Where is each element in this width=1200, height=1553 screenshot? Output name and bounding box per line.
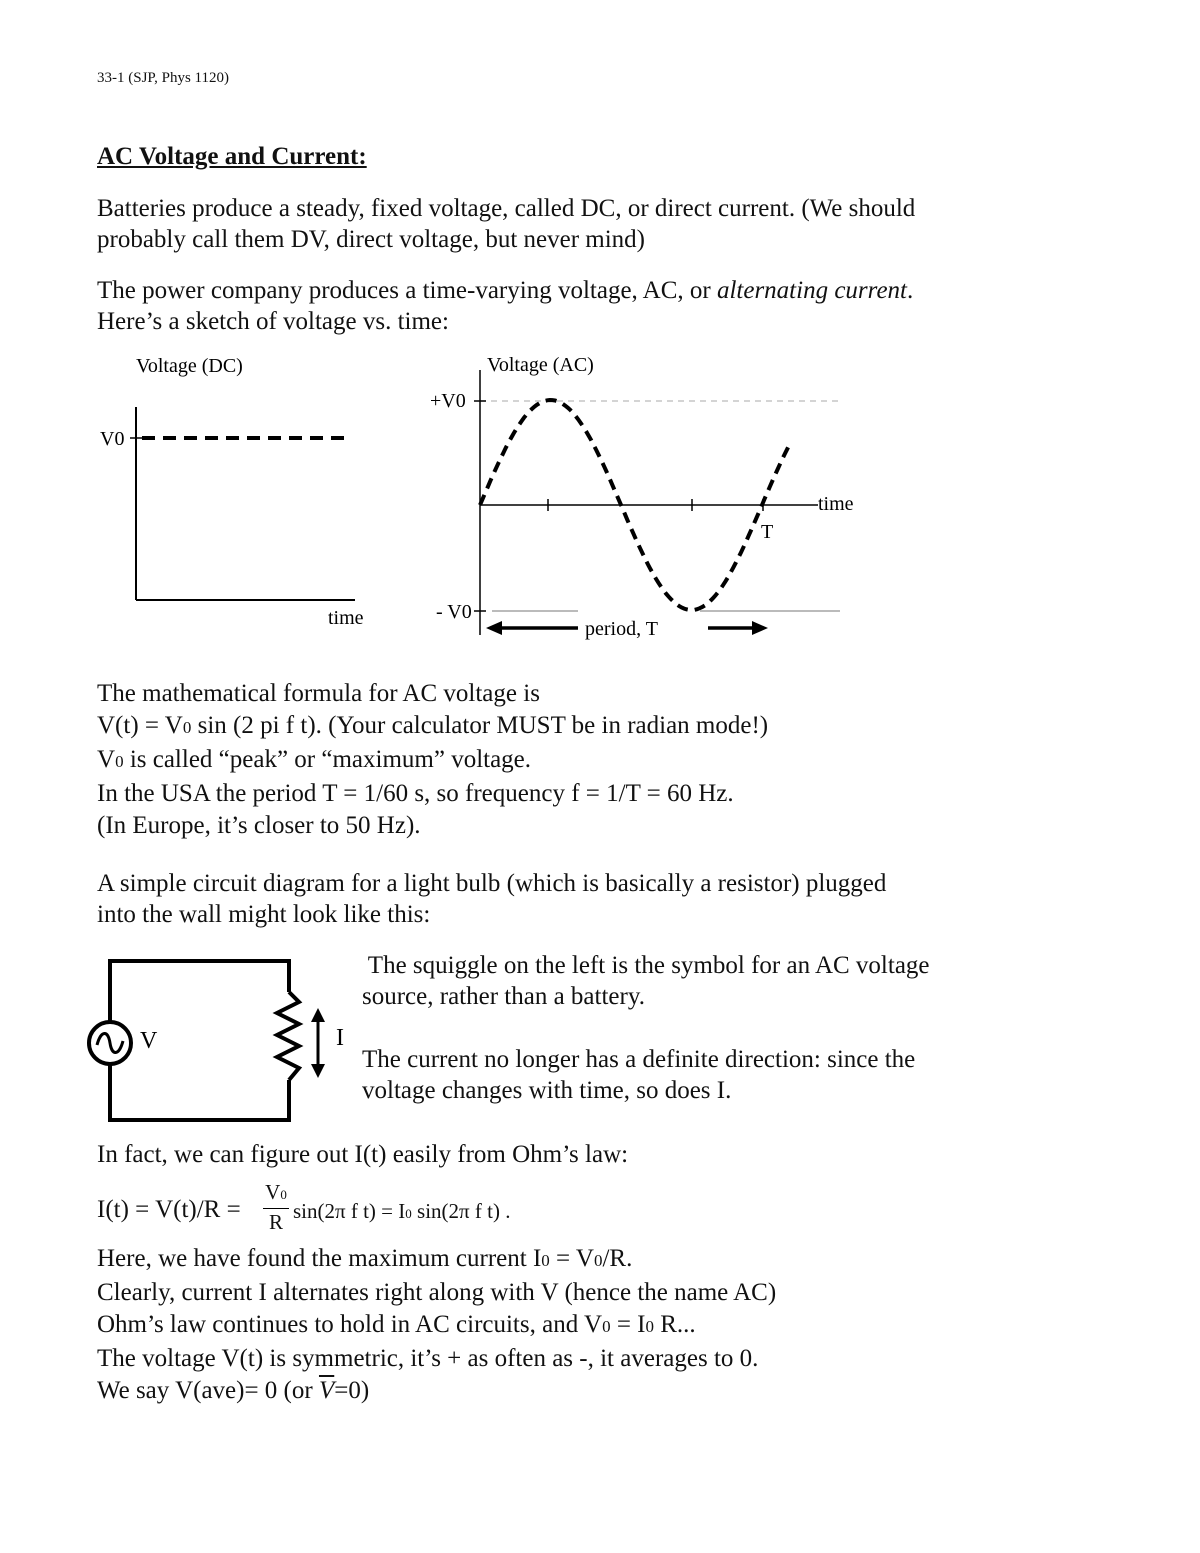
resistor-icon <box>277 992 299 1080</box>
subscript: 0 <box>593 1251 603 1270</box>
eq-right-text: sin(2π f t) . <box>411 1199 511 1223</box>
subscript: 0 <box>405 1206 412 1221</box>
dc-y-axis-label: Voltage (DC) <box>136 355 243 377</box>
closing-text: = I <box>610 1311 646 1338</box>
period-arrow-right-head <box>752 621 768 635</box>
subscript: 0 <box>645 1317 654 1336</box>
dc-x-axis-label: time <box>328 607 364 629</box>
formula-text: sin (2 pi f t). (Your calculator MUST be in radian mode!) <box>191 712 769 739</box>
ac-plus-v0-label: +V0 <box>430 390 466 412</box>
ac-minus-v0-label: - V0 <box>436 601 472 623</box>
dc-voltage-graph <box>90 345 390 645</box>
page-title: AC Voltage and Current: <box>97 143 367 170</box>
intro-paragraph <box>97 193 915 255</box>
circuit-intro-line-1: A simple circuit diagram for a light bulb (which is basically a resistor) plugged <box>97 870 887 897</box>
subscript: 0 <box>280 1187 287 1202</box>
power-period: . <box>907 277 914 304</box>
closing-text: = V <box>549 1245 594 1272</box>
fraction-bar <box>263 1208 289 1209</box>
intro-line-1: Batteries produce a steady, fixed voltage, called DC, or direct current. (We should <box>97 195 916 222</box>
ac-t-label: T <box>761 521 774 543</box>
circuit-text-p2-line-2: voltage changes with time, so does I. <box>362 1077 732 1104</box>
power-line-2: Here’s a sketch of voltage vs. time: <box>97 308 449 335</box>
circuit-diagram <box>80 950 360 1135</box>
circuit-intro <box>97 868 886 930</box>
closing-line-3 <box>97 1309 776 1343</box>
closing-text: /R. <box>602 1245 633 1272</box>
frac-denominator: R <box>268 1210 283 1234</box>
subscript: 0 <box>182 718 192 737</box>
formula-line-4: In the USA the period T = 1/60 s, so frequency f = 1/T = 60 Hz. <box>97 780 734 807</box>
alternating-current-emphasis: alternating current <box>716 277 907 304</box>
closing-block <box>97 1243 776 1407</box>
ac-y-axis-label: Voltage (AC) <box>487 354 594 376</box>
power-line-1 <box>97 275 913 306</box>
formula-text: is called “peak” or “maximum” voltage. <box>123 746 532 773</box>
dc-v0-label: V0 <box>100 428 125 450</box>
subscript: 0 <box>115 752 124 771</box>
frac-num-text: V <box>265 1180 281 1204</box>
circuit-text-p1-line-1: The squiggle on the left is the symbol for an AC voltage <box>362 952 930 979</box>
circuit-text-p1-line-2: source, rather than a battery. <box>362 983 645 1010</box>
formula-line-2 <box>97 710 768 744</box>
power-text: The power company produces a time-varying voltage, AC, or <box>97 277 717 304</box>
ac-time-label: time <box>818 493 854 515</box>
closing-line-4: The voltage V(t) is symmetric, it’s + as often as -, it averages to 0. <box>97 1345 759 1372</box>
current-arrow-up-head <box>311 1008 325 1022</box>
eq-mid <box>293 1199 510 1224</box>
closing-line-2: Clearly, current I alternates right along with V (hence the name AC) <box>97 1279 777 1306</box>
page-header: 33-1 (SJP, Phys 1120) <box>97 70 229 86</box>
eq-left: I(t) = V(t)/R = <box>97 1196 241 1223</box>
closing-text: We say V(ave)= 0 (or <box>97 1377 319 1404</box>
ac-voltage-graph <box>420 345 880 655</box>
circuit-text-p2-line-1: The current no longer has a definite direction: since the <box>362 1046 916 1073</box>
circuit-wire-top <box>110 961 289 1021</box>
subscript: 0 <box>602 1317 611 1336</box>
formula-line-1: The mathematical formula for AC voltage is <box>97 680 540 707</box>
period-arrow-left-head <box>486 621 502 635</box>
closing-text: Ohm’s law continues to hold in AC circuits, and V <box>97 1311 603 1338</box>
circuit-explanation <box>362 950 930 1106</box>
formula-block <box>97 678 768 842</box>
closing-text: =0) <box>334 1377 370 1404</box>
closing-line-5 <box>97 1375 776 1407</box>
period-label: period, T <box>585 618 658 640</box>
eq-mid-text: sin(2π f t) = I <box>293 1199 406 1223</box>
ac-squiggle-icon <box>97 1033 123 1052</box>
ohm-intro: In fact, we can figure out I(t) easily from Ohm’s law: <box>97 1141 629 1168</box>
formula-line-5: (In Europe, it’s closer to 50 Hz). <box>97 812 421 839</box>
v-bar-symbol: $\overline{V}$ <box>318 1377 335 1404</box>
circuit-wire-bottom <box>110 1065 289 1120</box>
formula-text: V <box>97 746 116 773</box>
closing-text: Here, we have found the maximum current I <box>97 1245 542 1272</box>
power-paragraph <box>97 275 913 337</box>
circuit-intro-line-2: into the wall might look like this: <box>97 901 431 928</box>
subscript: 0 <box>541 1251 550 1270</box>
closing-line-1 <box>97 1243 776 1277</box>
formula-line-3 <box>97 744 768 778</box>
formula-text: V(t) = V <box>97 712 183 739</box>
current-arrow-down-head <box>311 1064 325 1078</box>
frac-numerator <box>263 1180 289 1205</box>
closing-text: R... <box>654 1311 696 1338</box>
intro-line-2: probably call them DV, direct voltage, but never mind) <box>97 226 645 253</box>
current-label: I <box>336 1025 344 1051</box>
voltage-label: V <box>140 1028 158 1054</box>
